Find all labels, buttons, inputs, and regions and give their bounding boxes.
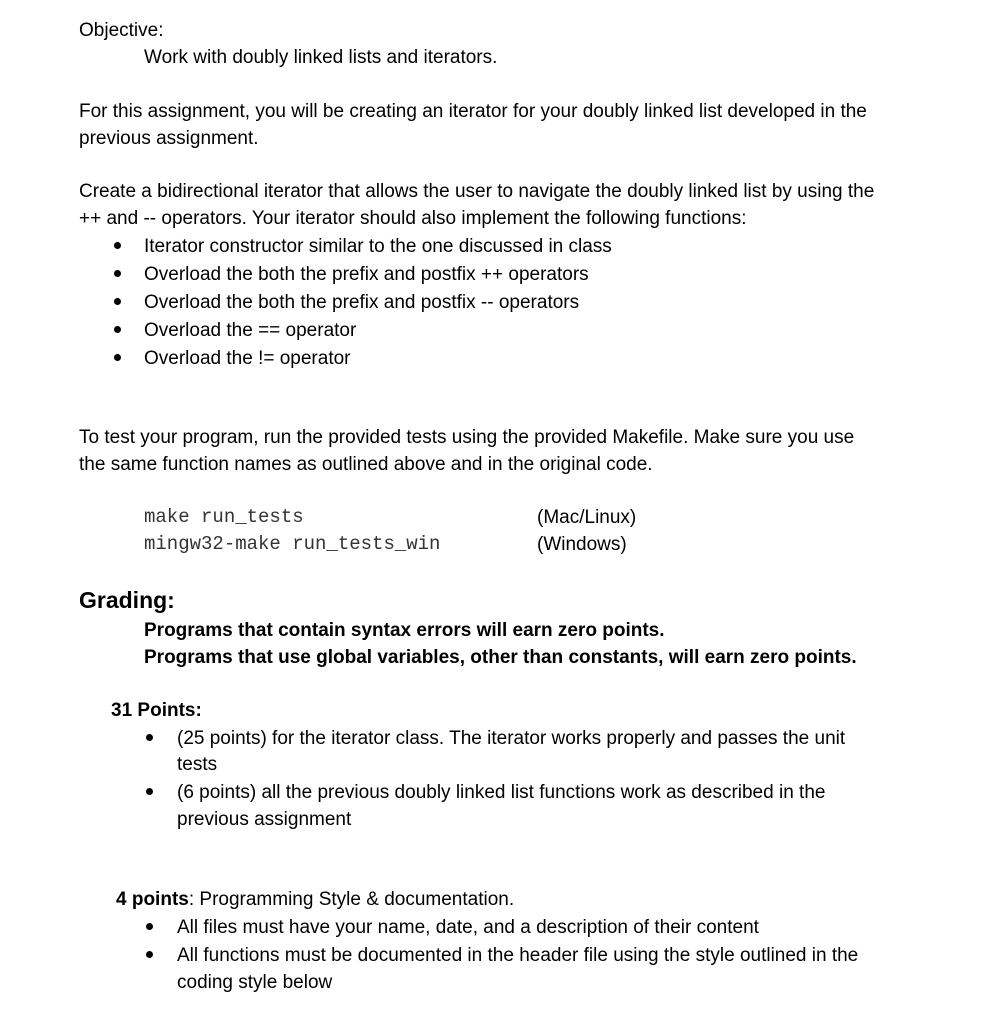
objective-label: Objective: (79, 20, 164, 41)
bullet-icon (114, 298, 121, 305)
points-item-iterator-line-2: tests (177, 754, 218, 775)
bullet-icon (114, 326, 121, 333)
objective-text: Work with doubly linked lists and iterators. (144, 47, 498, 68)
command-platform-windows: (Windows) (537, 534, 627, 555)
task-item: Overload the != operator (144, 348, 351, 369)
grading-rule-globals: Programs that use global variables, other than constants, will earn zero points. (144, 647, 857, 668)
task-item: Overload the both the prefix and postfix ++ operators (144, 264, 589, 285)
points-item-previous-line-2: previous assignment (177, 809, 352, 830)
style-item-files: All files must have your name, date, and a description of their content (177, 917, 759, 938)
task-item: Iterator constructor similar to the one discussed in class (144, 236, 612, 257)
task-line-1: Create a bidirectional iterator that allows the user to navigate the doubly linked list by using the (79, 181, 875, 202)
bullet-icon (146, 951, 153, 958)
intro-line-2: previous assignment. (79, 128, 259, 149)
grading-heading: Grading: (79, 587, 175, 613)
task-item: Overload the == operator (144, 320, 357, 341)
points-item-iterator-line-1: (25 points) for the iterator class. The iterator works properly and passes the unit (177, 728, 846, 749)
grading-rule-syntax: Programs that contain syntax errors will earn zero points. (144, 620, 665, 641)
bullet-icon (146, 923, 153, 930)
bullet-icon (146, 734, 153, 741)
points-heading: 31 Points: (111, 700, 202, 721)
bullet-icon (146, 788, 153, 795)
testing-line-2: the same function names as outlined above and in the original code. (79, 454, 653, 475)
style-points-label: 4 points (116, 889, 189, 910)
task-line-2: ++ and -- operators. Your iterator should also implement the following functions: (79, 208, 747, 229)
bullet-icon (114, 270, 121, 277)
command-platform-mac-linux: (Mac/Linux) (537, 507, 637, 528)
task-item: Overload the both the prefix and postfix -- operators (144, 292, 580, 313)
testing-line-1: To test your program, run the provided tests using the provided Makefile. Make sure you use (79, 427, 855, 448)
command-windows: mingw32-make run_tests_win (144, 533, 441, 555)
intro-line-1: For this assignment, you will be creating an iterator for your doubly linked list developed in the (79, 101, 867, 122)
points-item-previous-line-1: (6 points) all the previous doubly linked list functions work as described in the (177, 782, 826, 803)
style-item-functions-line-1: All functions must be documented in the header file using the style outlined in the (177, 945, 859, 966)
bullet-icon (114, 354, 121, 361)
bullet-icon (114, 242, 121, 249)
style-heading-rest: : Programming Style & documentation. (188, 889, 515, 910)
command-mac-linux: make run_tests (144, 506, 304, 528)
style-item-functions-line-2: coding style below (177, 972, 333, 993)
style-heading (116, 886, 514, 913)
